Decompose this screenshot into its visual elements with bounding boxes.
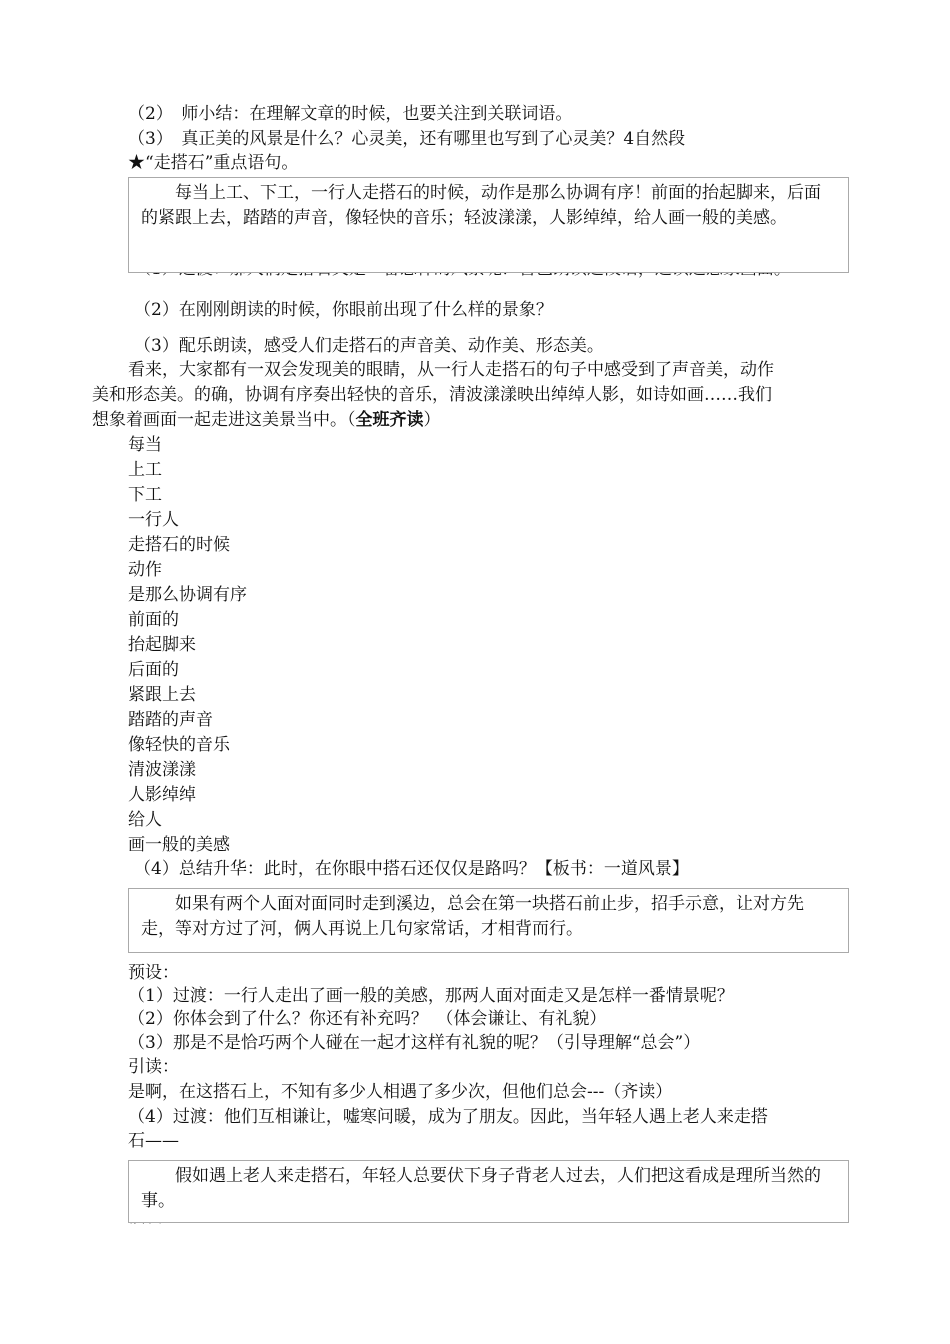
quote-text: 每当上工、下工，一行人走搭石的时候，动作是那么协调有序！前面的抬起脚来，后面的紧跟上去，踏踏的声音，像轻快的音乐；轻波漾漾，人影绰绰，给人画一般的美感。: [141, 183, 821, 228]
paragraph-line: 美和形态美。的确，协调有序奏出轻快的音乐，清波漾漾映出绰绰人影，如诗如画……我们: [92, 385, 772, 405]
poem-line: 一行人: [128, 510, 179, 530]
text-line: 是啊，在这搭石上，不知有多少人相遇了多少次，但他们总会---（齐读）: [128, 1082, 673, 1102]
text-line: （1）过渡：一行人走出了画一般的美感，那两人面对面走又是怎样一番情景呢？: [128, 986, 734, 1006]
quote-box: [128, 177, 849, 273]
poem-line: 是那么协调有序: [128, 585, 247, 605]
text-line: （2）你体会到了什么？你还有补充吗？ （体会谦让、有礼貌）: [128, 1009, 607, 1029]
poem-line: 踏踏的声音: [128, 710, 213, 730]
poem-line: 像轻快的音乐: [128, 735, 230, 755]
quote-text: 如果有两个人面对面同时走到溪边，总会在第一块搭石前止步，招手示意，让对方先走，等对方过了河，俩人再说上几句家常话，才相背而行。: [141, 894, 804, 939]
paragraph-text: ）: [423, 410, 441, 430]
poem-line: 下工: [128, 485, 162, 505]
poem-line: 上工: [128, 460, 162, 480]
text-line: （3） 真正美的风景是什么？心灵美，还有哪里也写到了心灵美？4自然段: [128, 129, 686, 149]
text-line: （3）那是不是恰巧两个人碰在一起才这样有礼貌的呢？（引导理解“总会”）: [128, 1033, 701, 1053]
question-line: （4）总结升华：此时，在你眼中搭石还仅仅是路吗？【板书：一道风景】: [134, 859, 689, 879]
poem-line: 前面的: [128, 610, 179, 630]
section-heading: ★“走搭石”重点语句。: [128, 153, 299, 173]
poem-line: 动作: [128, 560, 162, 580]
emphasis-text: 全班齐读: [355, 410, 424, 430]
poem-line: 人影绰绰: [128, 785, 196, 805]
text-line: （4）过渡：他们互相谦让，嘘寒问暖，成为了朋友。因此，当年轻人遇上老人来走搭: [128, 1107, 768, 1127]
paragraph-text: 想象着画面一起走进这美景当中。（: [92, 410, 356, 430]
poem-line: 紧跟上去: [128, 685, 196, 705]
poem-line: 给人: [128, 810, 162, 830]
poem-line: 画一般的美感: [128, 835, 230, 855]
text-line: 石——: [128, 1131, 179, 1151]
text-line: 预设：: [128, 963, 179, 983]
text-line: （2） 师小结：在理解文章的时候，也要关注到关联词语。: [128, 104, 573, 124]
quote-box: [128, 888, 849, 953]
paragraph-line: [92, 409, 441, 431]
poem-line: 每当: [128, 435, 162, 455]
poem-line: 走搭石的时候: [128, 535, 230, 555]
text-line: 引读：: [128, 1057, 179, 1077]
poem-line: 后面的: [128, 660, 179, 680]
poem-line: 清波漾漾: [128, 760, 196, 780]
paragraph-line: 看来，大家都有一双会发现美的眼睛，从一行人走搭石的句子中感受到了声音美，动作: [128, 360, 774, 380]
question-line: （3）配乐朗读，感受人们走搭石的声音美、动作美、形态美。: [134, 336, 604, 356]
poem-line: 抬起脚来: [128, 635, 196, 655]
question-line: （2）在刚刚朗读的时候，你眼前出现了什么样的景象？: [134, 300, 553, 320]
quote-text: 假如遇上老人来走搭石，年轻人总要伏下身子背老人过去，人们把这看成是理所当然的事。: [141, 1166, 821, 1211]
quote-box: [128, 1160, 849, 1223]
